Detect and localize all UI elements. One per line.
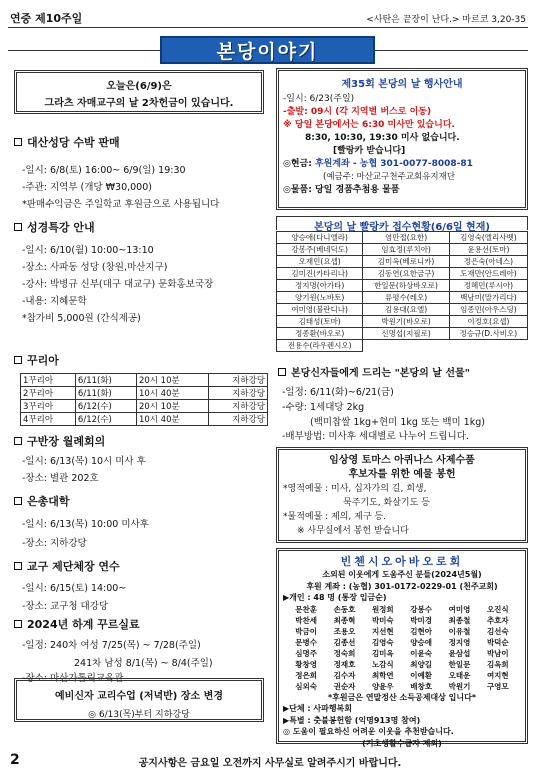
donor-name: 강봉수	[410, 604, 433, 614]
donor-name: 정숙희	[333, 648, 356, 658]
donor-name: 문병수	[295, 637, 318, 647]
donor-name: 양승애	[410, 637, 433, 647]
catechumen-title: 예비신자 교리수업 (저녁반) 장소 변경	[55, 691, 223, 702]
table-row: 김미진(카타리나) 김동연(요한금구) 도재만(안드레아)	[277, 268, 528, 280]
table-row: 여미영(불란디나) 김용대(요엘) 임종민(아우스딩)	[277, 304, 528, 316]
donor-name: 양윤우	[371, 681, 394, 691]
donor-name: 원정희	[371, 604, 394, 614]
palanca-table	[276, 231, 528, 352]
donor-name: 김선숙	[486, 626, 509, 636]
square-bullet-icon	[14, 562, 22, 570]
page-title-banner	[160, 36, 375, 64]
donor-name: 김영숙	[371, 637, 394, 647]
donor-name: 이윤숙	[410, 648, 433, 658]
donor-name: 정지영	[448, 637, 471, 647]
parish-day-depart: -출발: 09시 (각 지역별 버스로 이동)	[283, 107, 432, 117]
meeting-place: -장소: 별관 202호	[22, 473, 99, 484]
vincent-special: ▶특별 : 춧불봉헌함 (익명913명 참여)	[283, 715, 421, 725]
square-bullet-icon	[14, 620, 22, 628]
parish-day-note: ※ 당일 본당에서는 6:30 미사만 있습니다.	[283, 120, 455, 130]
parish-day-note2: 8:30, 10:30, 19:30 미사 없습니다.	[305, 133, 460, 143]
donor-name-grid	[283, 604, 521, 692]
curia-table	[20, 373, 268, 426]
gift-detail: (백미찹쌀 1kg+현미 1kg 또는 백미 1kg)	[310, 417, 485, 428]
page-title: 본당이야기	[216, 40, 319, 63]
vincent-help2: (기초생활수급자 제외)	[362, 738, 442, 748]
intro-box	[14, 70, 264, 114]
watermelon-date: -일시: 6/8(토) 16:00~ 6/9(일) 19:30	[22, 165, 186, 176]
ordination-offering-box	[276, 447, 528, 543]
donor-name: 여지현	[486, 670, 509, 680]
section-watermelon: 대산성당 수박 판매	[14, 134, 120, 150]
donor-name: 김미옥	[371, 648, 394, 658]
donor-name: 최종철	[448, 615, 471, 625]
donor-name: 구영모	[486, 681, 509, 691]
parish-day-cash: ◎현금: 후원계좌 - 농협 301-0077-8008-81	[283, 159, 473, 169]
lecture-fee: *참가비 5,000원 (간식제공)	[22, 313, 141, 324]
donor-name: 최학연	[371, 670, 394, 680]
donor-name: 권순자	[333, 681, 356, 691]
vincent-account: 후원 계좌 : (농협) 301-0172-0229-01 (천주교회)	[306, 581, 498, 591]
donor-name: 박남이	[486, 648, 509, 658]
parish-day-holder: (예금주: 마산교구천주교회유지재단	[323, 172, 456, 182]
section-leaders-meeting: 구반장 월례회의	[14, 433, 105, 449]
donor-name: 박찬세	[295, 615, 318, 625]
donor-name: 여미영	[448, 604, 471, 614]
section-diocese-training: 교구 제단체장 연수	[14, 558, 120, 574]
section-bible-lecture: 성경특강 안내	[14, 219, 95, 235]
watermelon-host: -주관: 지역부 (개당 ₩30,000)	[22, 182, 152, 193]
catechumen-sub: ◎ 6/13(목)부터 지하강당	[88, 710, 190, 720]
section-curia: 꾸리아	[14, 352, 59, 368]
lecture-speaker: -강사: 박병규 신부(대구 대교구) 문화홍보국장	[22, 279, 214, 290]
material-offering: *물적예물 : 제의, 제구 등.	[283, 512, 386, 522]
table-row: 4꾸리아 6/12(수) 10시 40분 지하강당	[21, 413, 268, 426]
training-place: -장소: 교구청 대강당	[22, 601, 109, 612]
intro-line2: 그라츠 자매교구의 날 2차헌금이 있습니다.	[44, 98, 234, 109]
spiritual-offering: *영적예물 : 미사, 십자가의 길, 희생,	[283, 484, 427, 494]
donor-name: 박덕순	[486, 637, 509, 647]
page-header	[8, 8, 528, 28]
lecture-content: -내용: 지혜문학	[22, 296, 87, 307]
section-grace-college: 은총대학	[14, 493, 70, 509]
table-row: 양기원(노바토) 류평수(레오) 백남미(말가리다)	[277, 292, 528, 304]
cursillo-place: -장소: 마산가톨릭교육관	[22, 673, 124, 684]
offering-office-note: ※ 사무실에서 봉헌 받습니다	[297, 526, 409, 536]
section-cursillo: 2024년 하계 꾸르실료	[14, 616, 140, 632]
spiritual-offering-cont: 묵주기도, 화살기도 등	[343, 498, 430, 508]
title-rule-left	[8, 50, 160, 51]
ordination-title1: 임상영 토마스 아퀴나스 사제수품	[329, 455, 475, 466]
vincent-tax-note: *후원금은 연말정산 소득공제대상 입니다*	[327, 692, 477, 702]
donor-name: 노감식	[371, 659, 394, 669]
watermelon-note: *판매수익금은 주일학교 후원금으로 사용됩니다	[22, 199, 220, 210]
donor-name: 박원기	[448, 681, 471, 691]
donor-name: 오태운	[448, 670, 471, 680]
vincent-subtitle: 소외된 이웃에게 도움주신 분들(2024년5월)	[322, 570, 482, 579]
gift-method: -배부방법: 미사후 세대별로 나누어 드립니다.	[282, 431, 469, 442]
parish-day-box	[276, 68, 528, 210]
table-row: 오재민(요셉) 김미옥(베로니카) 정은숙(아네스)	[277, 256, 528, 268]
donor-name: 조용오	[333, 626, 356, 636]
catechumen-notice	[14, 678, 264, 722]
vincent-help: ◎ 도움이 필요하신 어려운 이웃을 추천받습니다.	[283, 727, 454, 736]
parish-day-note3: [빨랑카 받습니다]	[333, 146, 406, 156]
palanca-title: 본당의 날 빨랑카 접수현황(6/6일 현재)	[276, 216, 528, 230]
donor-name: 추호자	[486, 615, 509, 625]
square-bullet-icon	[14, 356, 22, 364]
donor-name: 오진식	[486, 604, 509, 614]
vincent-group: ▶단체 : 사파행복회	[283, 704, 353, 713]
gospel-reference: <사탄은 끝장이 난다.> 마르코 3,20-35	[366, 15, 526, 25]
gift-amount: -수량: 1세대당 2kg	[282, 402, 365, 413]
table-row: 정종환(바오로) 신명섭(지필로) 정승규(D.사비오)	[277, 328, 528, 340]
donor-name: 심명주	[295, 648, 318, 658]
donor-name: 박미숙	[371, 615, 394, 625]
donor-name: 한일문	[448, 659, 471, 669]
parish-day-goods: ◎물품: 당일 경품추첨용 물품	[283, 185, 400, 195]
donor-name: 김현아	[410, 626, 433, 636]
table-row: 양승애(다니엘라) 염만접(요한) 김영숙(엘리사벳)	[277, 232, 528, 244]
vincent-de-paul-box	[276, 548, 528, 748]
donor-name: 최양길	[410, 659, 433, 669]
donor-name: 박금이	[295, 626, 318, 636]
donor-name: 정재호	[333, 659, 356, 669]
vincent-count: ▶개인 : 48 명 (통장 입금순)	[283, 593, 387, 602]
table-row: 강봉주(베네딕도) 임효정(루치아) 윤용선(토마)	[277, 244, 528, 256]
gift-period: -일정: 6/11(화)~6/21(금)	[282, 387, 394, 398]
cursillo-men: 241차 남성 8/1(목) ~ 8/4(주일)	[74, 658, 213, 669]
square-bullet-icon	[278, 368, 286, 376]
donor-name: 이유철	[448, 626, 471, 636]
donor-name: 김옥희	[486, 659, 509, 669]
table-row: 정지명(아가타) 한일문(하상바오로) 정혜민(루시아)	[277, 280, 528, 292]
section-gift: 본당신자들에게 드리는 "본당의 날 선물"	[278, 364, 470, 379]
ordination-title2: 후보자를 위한 예물 봉헌	[348, 469, 456, 480]
parish-day-date: -일시: 6/23(주일)	[283, 94, 355, 104]
college-date: -일시: 6/13(목) 10:00 미사후	[22, 519, 149, 530]
table-row: 2꾸리아 6/11(화) 10시 40분 지하강당	[21, 387, 268, 400]
title-rule-right	[375, 50, 528, 51]
square-bullet-icon	[14, 497, 22, 505]
donor-name: 김수자	[333, 670, 356, 680]
cursillo-women: -일정: 240차 여성 7/25(목) ~ 7/28(주일)	[22, 640, 201, 651]
donor-name: 문찬훈	[295, 604, 318, 614]
lecture-date: -일시: 6/10(월) 10:00~13:10	[22, 245, 154, 256]
parish-day-title: 제35회 본당의 날 행사안내	[341, 79, 463, 90]
square-bullet-icon	[14, 223, 22, 231]
donor-name: 이예환	[410, 670, 433, 680]
donor-name: 최종혁	[333, 615, 356, 625]
table-row: 김태성(토마) 박원기(바오로) 이정호(요셉)	[277, 316, 528, 328]
table-row: 3꾸리아 6/12(수) 20시 10분 지하강당	[21, 400, 268, 413]
donor-name: 김종선	[333, 637, 356, 647]
college-place: -장소: 지하강당	[22, 538, 87, 549]
table-row: 1꾸리아 6/11(화) 20시 10분 지하강당	[21, 374, 268, 387]
donor-name: 윤삼섭	[448, 648, 471, 658]
donor-name: 지선현	[371, 626, 394, 636]
footer-note: 공지사항은 금요일 오전까지 사무실로 알려주시기 바랍니다.	[138, 758, 402, 769]
donor-name: 정은희	[295, 670, 318, 680]
week-label: 연중 제10주일	[10, 12, 83, 25]
donor-name: 박미경	[410, 615, 433, 625]
intro-line1: 오늘은(6/9)은	[106, 81, 172, 92]
square-bullet-icon	[14, 138, 22, 146]
page-number: 2	[10, 752, 20, 768]
donor-name: 배창호	[410, 681, 433, 691]
table-row: 전용수(라우렌시오)	[277, 340, 528, 352]
donor-name: 손동호	[333, 604, 356, 614]
donor-name: 심외숙	[295, 681, 318, 691]
training-date: -일시: 6/15(토) 14:00~	[22, 583, 127, 594]
lecture-place: -장소: 사파동 성당 (창원,마산지구)	[22, 262, 168, 273]
square-bullet-icon	[14, 437, 22, 445]
meeting-date: -일시: 6/13(목) 10시 미사 후	[22, 456, 146, 467]
donor-name: 황창영	[295, 659, 318, 669]
vincent-title: 빈첸시오아바오로회	[340, 555, 464, 568]
